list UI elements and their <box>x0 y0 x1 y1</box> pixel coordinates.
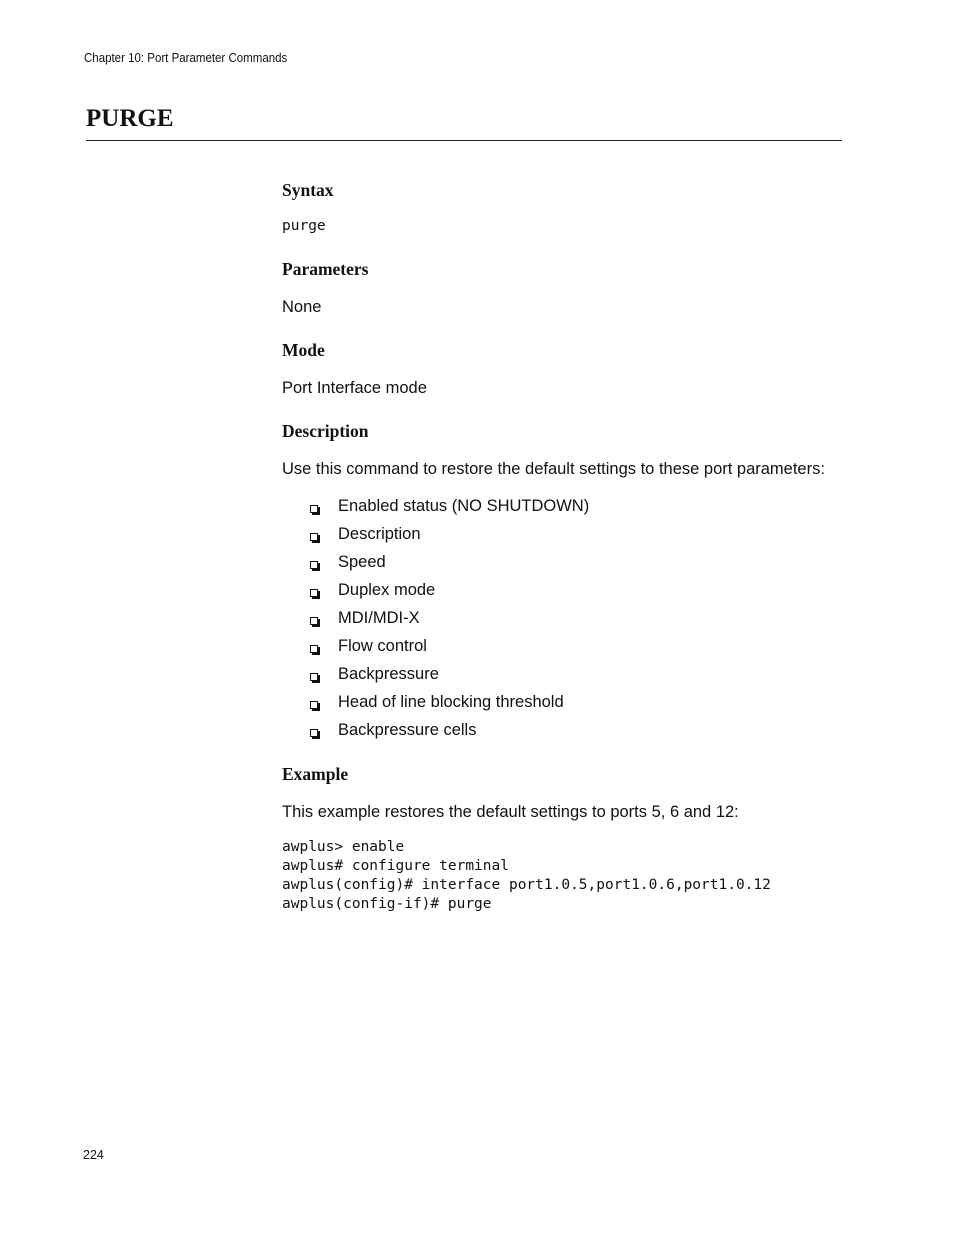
syntax-heading: Syntax <box>282 180 334 200</box>
checkbox-bullet-icon <box>310 645 318 653</box>
page-number: 224 <box>83 1148 104 1162</box>
syntax-command: purge <box>282 218 326 234</box>
description-text: Use this command to restore the default settings to these port parameters: <box>282 460 825 478</box>
code-line: awplus(config)# interface port1.0.5,port1.0.6,port1.0.12 <box>282 877 771 893</box>
title-divider <box>86 140 842 141</box>
parameters-text: None <box>282 298 322 316</box>
page-title: PURGE <box>86 105 174 132</box>
code-line: awplus# configure terminal <box>282 858 509 874</box>
running-header: Chapter 10: Port Parameter Commands <box>84 51 288 65</box>
parameters-heading: Parameters <box>282 259 369 279</box>
checkbox-bullet-icon <box>310 505 318 513</box>
checkbox-bullet-icon <box>310 729 318 737</box>
example-heading: Example <box>282 764 349 784</box>
checkbox-bullet-icon <box>310 673 318 681</box>
mode-text: Port Interface mode <box>282 379 427 397</box>
description-heading: Description <box>282 421 369 441</box>
checkbox-bullet-icon <box>310 701 318 709</box>
checkbox-bullet-icon <box>310 533 318 541</box>
code-line: awplus(config-if)# purge <box>282 896 492 912</box>
example-text: This example restores the default settings to ports 5, 6 and 12: <box>282 803 739 821</box>
checkbox-bullet-icon <box>310 589 318 597</box>
code-line: awplus> enable <box>282 839 405 855</box>
mode-heading: Mode <box>282 340 325 360</box>
checkbox-bullet-icon <box>310 617 318 625</box>
checkbox-bullet-icon <box>310 561 318 569</box>
example-code-block <box>282 840 771 916</box>
